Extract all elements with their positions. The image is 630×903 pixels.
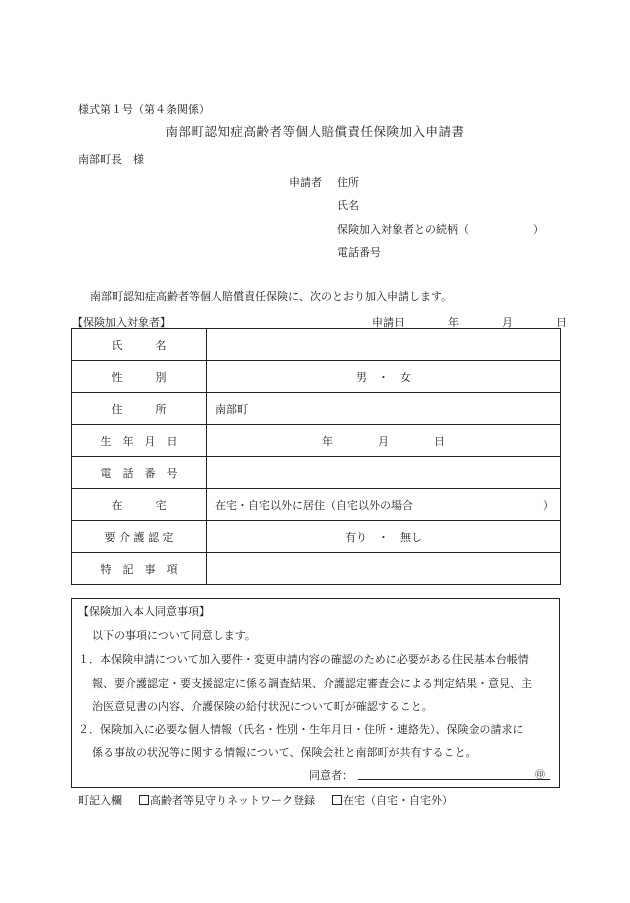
table-row [72,553,561,585]
birthdate-year: 年 [322,434,333,448]
name-label: 氏 名 [72,329,207,361]
consent-item1-line2: 報、要介護認定・要支援認定に係る調査結果、介護認定審査会による判定結果・意見、主 [92,677,532,690]
table-row [72,521,561,553]
birthdate-field[interactable] [207,425,561,457]
document-title: 南部町認知症高齢者等個人賠償責任保険加入申請書 [165,124,465,139]
network-registration-checkbox[interactable] [139,795,149,805]
agree-signature-line[interactable] [358,779,550,780]
applicant-address-label: 住所 [337,176,359,189]
seal-mark: ㊞ [535,770,545,781]
consent-intro: 以下の事項について同意します。 [92,629,256,642]
birthdate-label: 生 年 月 日 [72,425,207,457]
phone-label: 電 話 番 号 [72,457,207,489]
target-heading: 【保険加入対象者】 [72,316,171,329]
table-row [72,489,561,521]
phone-field[interactable] [207,457,561,489]
applicant-relation-label: 保険加入対象者との続柄（ [337,223,469,236]
applicant-relation-close: ） [533,223,544,236]
home-field[interactable] [207,489,561,521]
table-row [72,329,561,361]
home-status-checkbox[interactable] [332,795,342,805]
home-close: ） [543,498,554,512]
birthdate-day: 日 [434,434,445,448]
intro-statement: 南部町認知症高齢者等個人賠償責任保険に、次のとおり加入申請します。 [90,290,453,303]
address-label: 住 所 [72,393,207,425]
consent-title: 【保険加入本人同意事項】 [78,605,210,618]
gender-label: 性 別 [72,361,207,393]
consent-item1-line1: １．本保険申請について加入要件・変更申請内容の確認のために必要がある住民基本台帳情 [78,653,529,666]
office-use-label: 町記入欄 [78,794,122,807]
office-use-row [78,792,453,808]
table-row [72,393,561,425]
table-row [72,425,561,457]
network-registration-label: 高齢者等見守りネットワーク登録 [150,794,315,807]
agree-label: 同意者： [309,769,353,782]
application-date-year: 年 [448,316,459,329]
application-date-month: 月 [502,316,513,329]
address-field[interactable]: 南部町 [207,393,561,425]
application-date-day: 日 [556,316,567,329]
care-label: 要 介 護 認 定 [72,521,207,553]
home-status-label: 在宅（自宅・自宅外） [343,794,453,807]
home-value: 在宅・自宅以外に居住（自宅以外の場合 [215,498,413,512]
consent-item2-line1: ２．保険加入に必要な個人情報（氏名・性別・生年月日・住所・連絡先）、保険金の請求に [78,723,524,736]
form-number: 様式第１号（第４条関係） [78,103,210,116]
insured-person-table [71,328,561,585]
applicant-label: 申請者 [289,176,322,189]
applicant-name-label: 氏名 [337,199,359,212]
gender-field[interactable]: 男 ・ 女 [207,361,561,393]
applicant-phone-label: 電話番号 [337,246,381,259]
remarks-field[interactable] [207,553,561,585]
remarks-label: 特 記 事 項 [72,553,207,585]
consent-item1-line3: 治医意見書の内容、介護保険の給付状況について町が確認すること。 [92,700,433,713]
name-field[interactable] [207,329,561,361]
birthdate-month: 月 [378,434,389,448]
addressee: 南部町長 様 [78,153,144,166]
table-row [72,457,561,489]
application-date-label: 申請日 [372,316,405,329]
care-field[interactable]: 有り ・ 無し [207,521,561,553]
consent-item2-line2: 係る事故の状況等に関する情報について、保険会社と南部町が共有すること。 [92,746,477,759]
table-row [72,361,561,393]
home-label: 在 宅 [72,489,207,521]
